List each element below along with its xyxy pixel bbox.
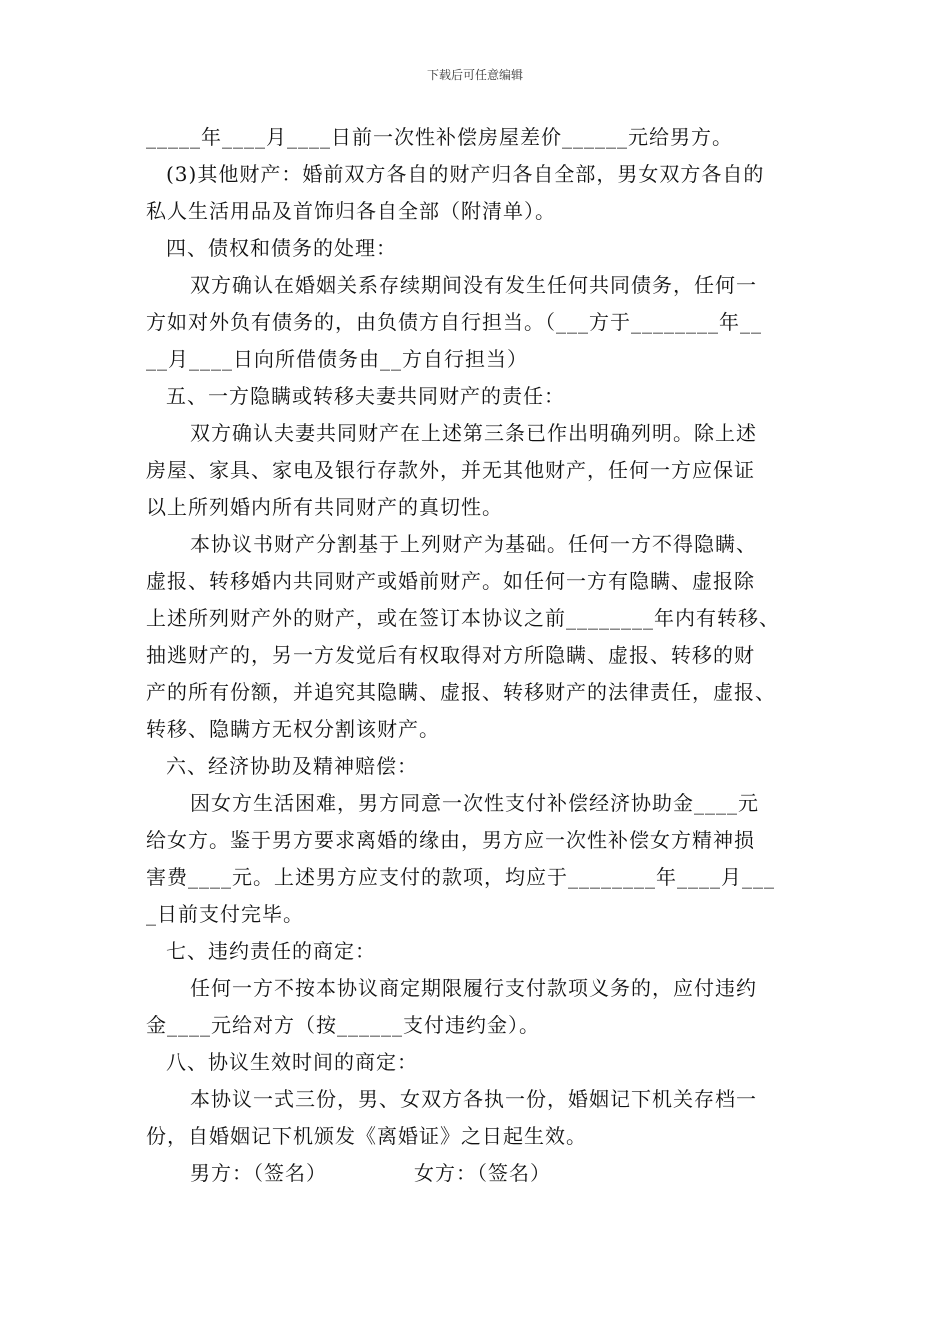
text-line: (3)其他财产：婚前双方各自的财产归各自全部，男女双方各自的 xyxy=(166,162,765,186)
text-line: __月____日向所借债务由__方自行担当） xyxy=(146,347,528,371)
text-line: 抽逃财产的，另一方发觉后有权取得对方所隐瞒、虚报、转移的财 xyxy=(146,643,755,667)
text-line: _____年____月____日前一次性补偿房屋差价______元给男方。 xyxy=(146,125,733,149)
text-line: 因女方生活困难，男方同意一次性支付补偿经济协助金____元 xyxy=(190,791,759,815)
text-line: 私人生活用品及首饰归各自全部（附清单）。 xyxy=(146,199,556,223)
text-line: 双方确认在婚姻关系存续期间没有发生任何共同债务，任何一 xyxy=(190,273,757,297)
page-header-note: 下载后可任意编辑 xyxy=(426,68,523,82)
male-signature-label: 男方：（签名） xyxy=(190,1161,327,1185)
text-line: 本协议一式三份，男、女双方各执一份，婚姻记下机关存档一 xyxy=(190,1087,757,1111)
text-line: 方如对外负有债务的，由负债方自行担当。（___方于________年__ xyxy=(146,310,762,334)
text-line: 虚报、转移婚内共同财产或婚前财产。如任何一方有隐瞒、虚报除 xyxy=(146,569,755,593)
text-line: 给女方。鉴于男方要求离婚的缘由，男方应一次性补偿女方精神损 xyxy=(146,828,755,852)
text-line: 份，自婚姻记下机颁发《离婚证》之日起生效。 xyxy=(146,1124,587,1148)
text-line: 房屋、家具、家电及银行存款外，并无其他财产，任何一方应保证 xyxy=(146,458,755,482)
agreement-body xyxy=(146,119,826,1192)
text-line: 转移、隐瞒方无权分割该财产。 xyxy=(146,717,440,741)
text-line: 双方确认夫妻共同财产在上述第三条已作出明确列明。除上述 xyxy=(190,421,757,445)
section-heading: 六、经济协助及精神赔偿： xyxy=(166,754,418,778)
text-line: 任何一方不按本协议商定期限履行支付款项义务的，应付违约 xyxy=(190,976,757,1000)
text-line: 上述所列财产外的财产，或在签订本协议之前________年内有转移、 xyxy=(146,606,780,630)
text-line: 害费____元。上述男方应支付的款项，均应于________年____月___ xyxy=(146,865,775,889)
female-signature-label: 女方：（签名） xyxy=(414,1161,551,1185)
section-heading: 五、一方隐瞒或转移夫妻共同财产的责任： xyxy=(166,384,565,408)
section-heading: 七、违约责任的商定： xyxy=(166,939,376,963)
text-line: 金____元给对方（按______支付违约金）。 xyxy=(146,1013,540,1037)
section-heading: 八、协议生效时间的商定： xyxy=(166,1050,418,1074)
text-line: 以上所列婚内所有共同财产的真切性。 xyxy=(146,495,503,519)
text-line: 产的所有份额，并追究其隐瞒、虚报、转移财产的法律责任，虚报、 xyxy=(146,680,776,704)
text-line: _日前支付完毕。 xyxy=(146,902,304,926)
signature-row xyxy=(146,1155,826,1192)
text-line: 本协议书财产分割基于上列财产为基础。任何一方不得隐瞒、 xyxy=(190,532,757,556)
section-heading: 四、债权和债务的处理： xyxy=(166,236,397,260)
